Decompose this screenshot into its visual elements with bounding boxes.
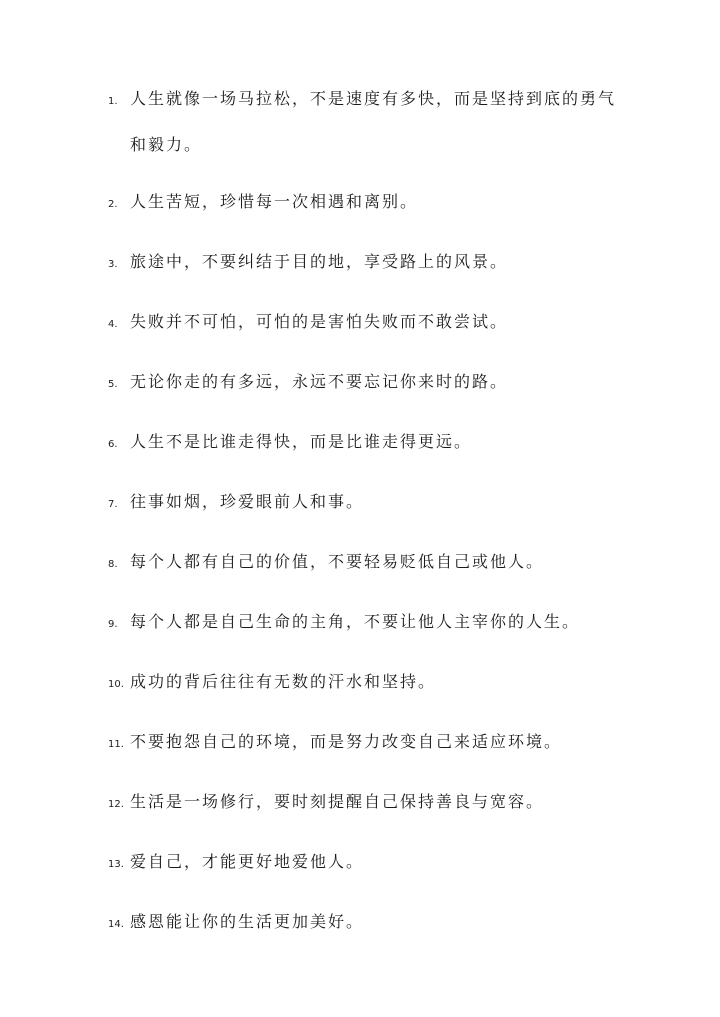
- quote-list: [108, 84, 628, 967]
- list-number: 3.: [108, 259, 118, 270]
- list-number: 11.: [108, 739, 124, 750]
- list-item: [108, 547, 628, 580]
- list-number: 6.: [108, 439, 118, 450]
- list-item: [108, 367, 628, 400]
- list-text: 无论你走的有多远，永远不要忘记你来时的路。: [130, 372, 509, 391]
- list-item: [108, 187, 628, 220]
- list-text: 人生不是比谁走得快，而是比谁走得更远。: [130, 432, 473, 451]
- list-number: 10.: [108, 679, 124, 690]
- list-item: [108, 667, 628, 700]
- list-number: 1.: [108, 96, 118, 107]
- list-number: 2.: [108, 199, 118, 210]
- list-item: [108, 907, 628, 940]
- list-item: [108, 427, 628, 460]
- list-text: 不要抱怨自己的环境，而是努力改变自己来适应环境。: [130, 732, 563, 751]
- list-item: [108, 727, 628, 760]
- list-text: 人生苦短，珍惜每一次相遇和离别。: [130, 192, 419, 211]
- list-item: [108, 76, 628, 168]
- list-number: 7.: [108, 499, 118, 510]
- list-text: 每个人都有自己的价值，不要轻易贬低自己或他人。: [130, 552, 545, 571]
- list-text: 成功的背后往往有无数的汗水和坚持。: [130, 672, 437, 691]
- list-number: 5.: [108, 379, 118, 390]
- list-text: 每个人都是自己生命的主角，不要让他人主宰你的人生。: [130, 612, 581, 631]
- list-text: 往事如烟，珍爱眼前人和事。: [130, 492, 365, 511]
- list-text: 人生就像一场马拉松，不是速度有多快，而是坚持到底的勇气和毅力。: [130, 89, 617, 154]
- list-text: 失败并不可怕，可怕的是害怕失败而不敢尝试。: [130, 312, 509, 331]
- list-number: 4.: [108, 319, 118, 330]
- list-number: 8.: [108, 559, 118, 570]
- list-item: [108, 487, 628, 520]
- list-text: 感恩能让你的生活更加美好。: [130, 912, 365, 931]
- list-item: [108, 787, 628, 820]
- list-number: 13.: [108, 859, 124, 870]
- list-item: [108, 307, 628, 340]
- list-item: [108, 847, 628, 880]
- list-text: 旅途中，不要纠结于目的地，享受路上的风景。: [130, 252, 509, 271]
- list-number: 14.: [108, 919, 124, 930]
- list-number: 9.: [108, 619, 118, 630]
- list-text: 爱自己，才能更好地爱他人。: [130, 852, 365, 871]
- list-item: [108, 607, 628, 640]
- list-item: [108, 247, 628, 280]
- list-number: 12.: [108, 799, 124, 810]
- list-text: 生活是一场修行，要时刻提醒自己保持善良与宽容。: [130, 792, 545, 811]
